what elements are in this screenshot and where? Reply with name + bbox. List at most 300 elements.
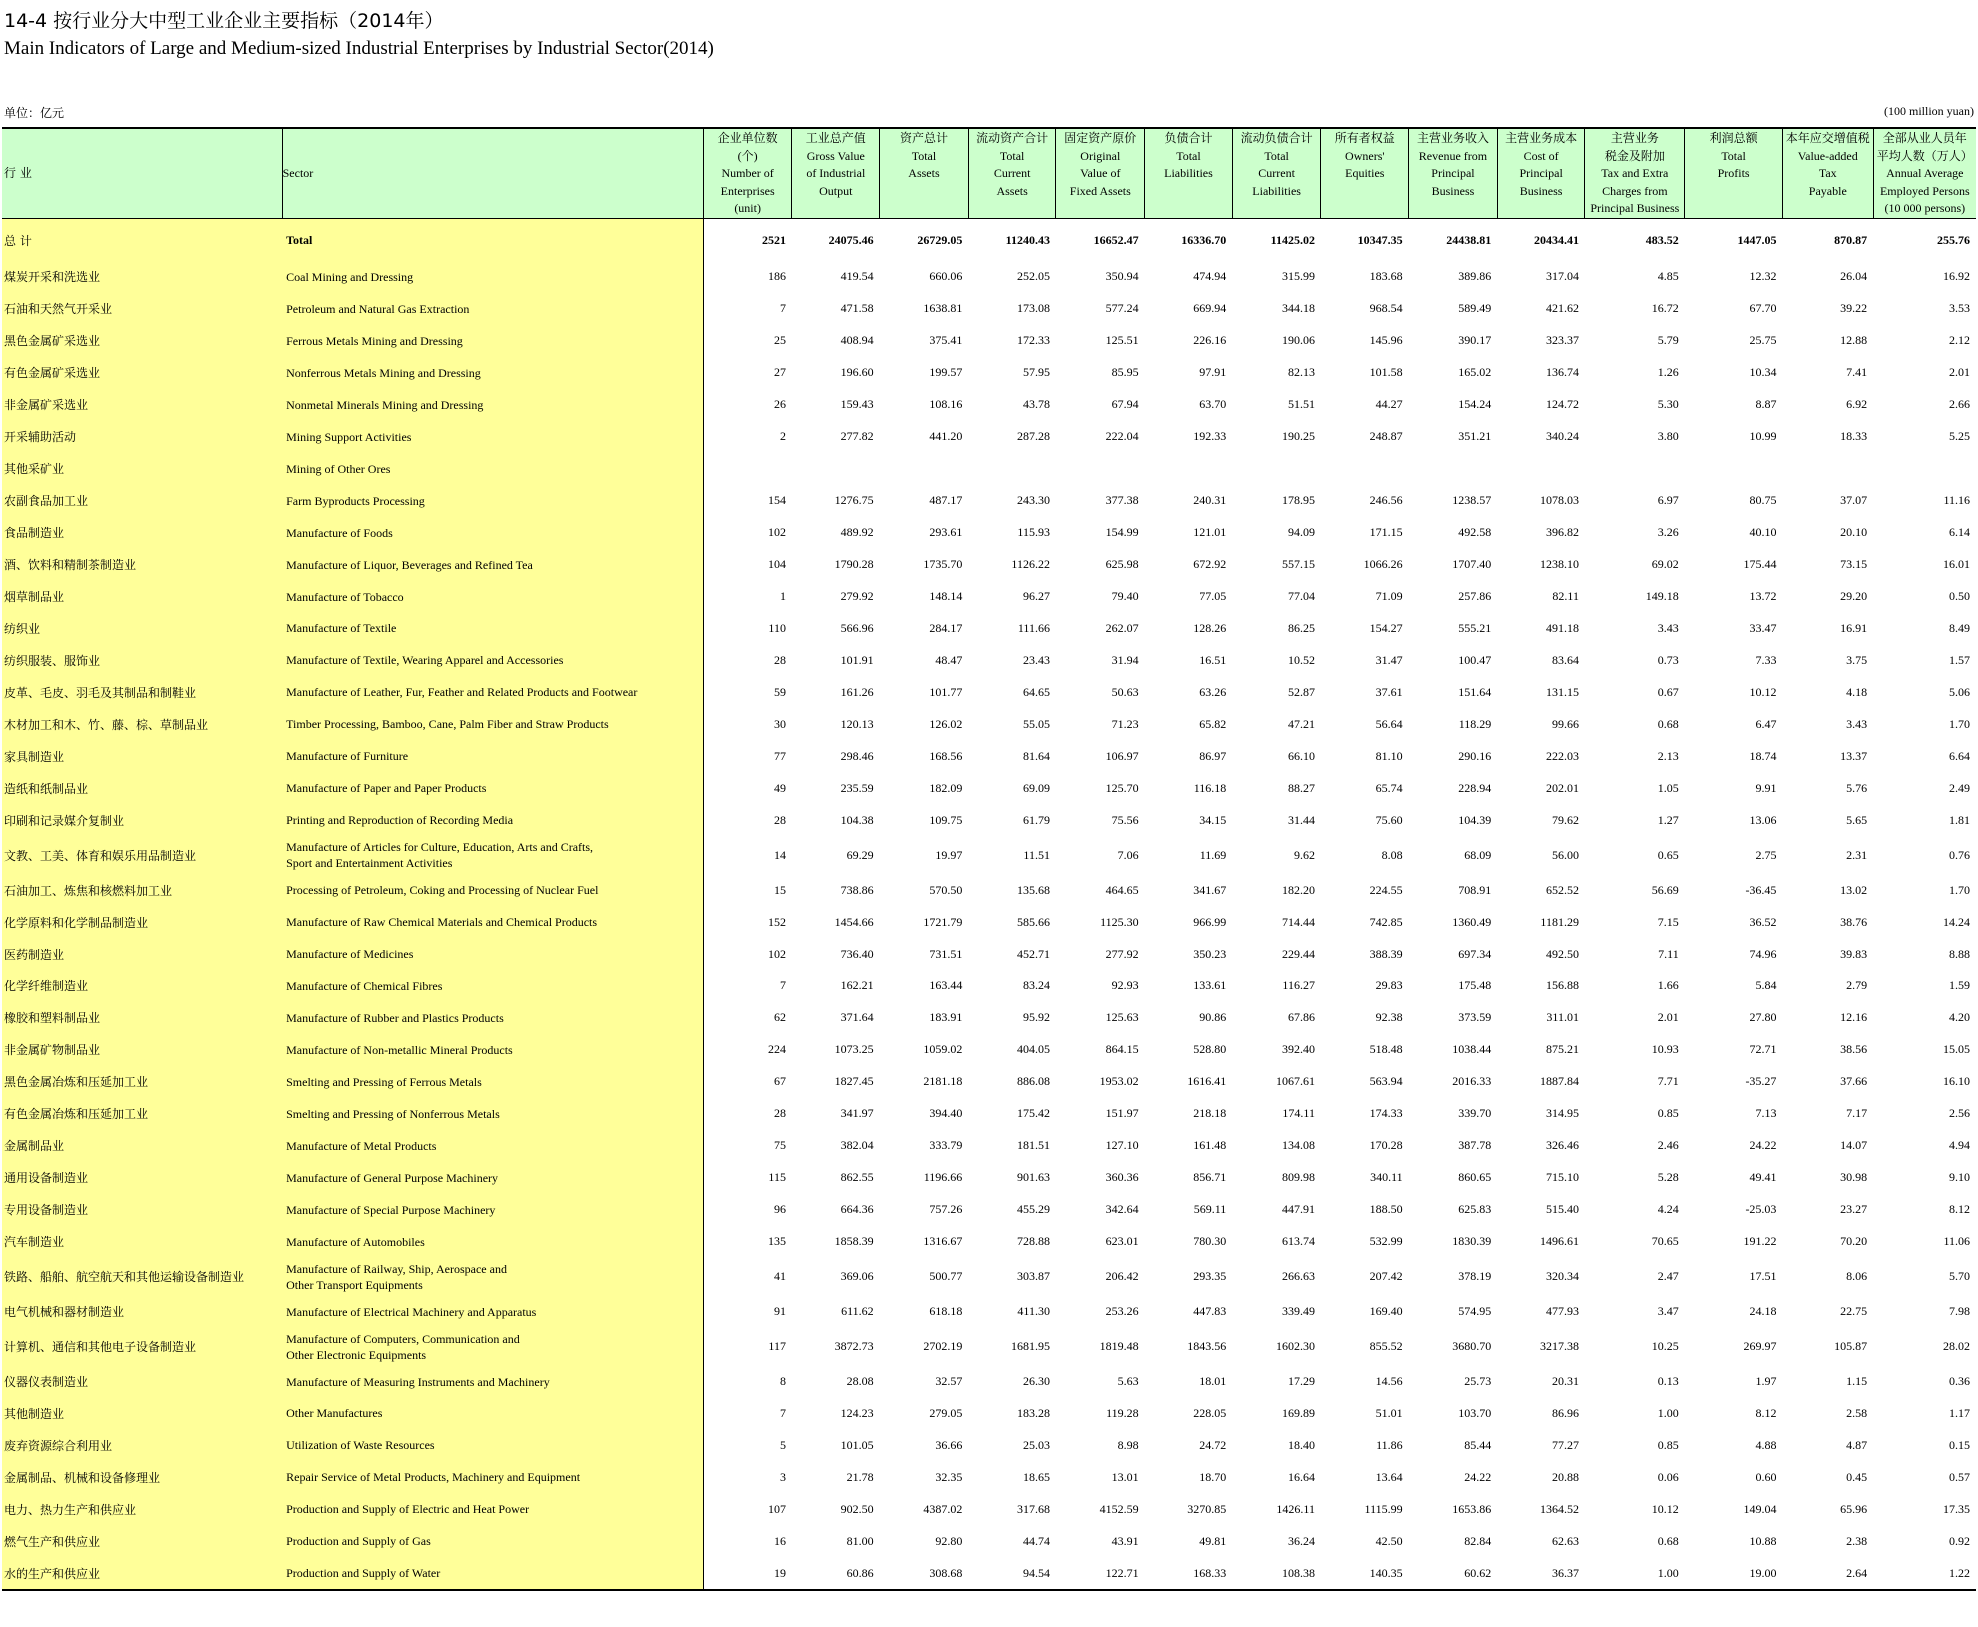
value-cell: 175.44	[1743, 557, 1777, 572]
sector-name-en: Total	[282, 219, 703, 262]
value-cell: 135	[767, 1234, 786, 1249]
header-col-13	[1873, 128, 1976, 219]
value-cell: 864.15	[1105, 1042, 1139, 1057]
sector-name-cn: 石油和天然气开采业	[2, 293, 282, 325]
value-cell: 175.48	[1458, 978, 1492, 993]
value-cell: 104.39	[1458, 812, 1492, 827]
value-cell: 492.58	[1458, 525, 1492, 540]
value-cell: 20.88	[1551, 1469, 1579, 1484]
value-cell: 90.86	[1199, 1010, 1227, 1025]
value-cell: 1181.29	[1540, 914, 1579, 929]
sector-name-en: Manufacture of Measuring Instruments and Machinery	[282, 1366, 703, 1398]
value-cell: 0.73	[1657, 652, 1679, 667]
value-cell: 64.65	[1022, 684, 1050, 699]
value-cell: 5.06	[1949, 684, 1970, 699]
value-cell: 17.51	[1749, 1269, 1777, 1284]
value-cell: 1276.75	[834, 493, 874, 508]
value-cell: 1.15	[1846, 1374, 1868, 1389]
value-cell: 4387.02	[923, 1501, 963, 1516]
value-cell: 618.18	[929, 1304, 963, 1319]
sector-name-cn: 家具制造业	[2, 740, 282, 772]
value-cell: 1.27	[1657, 812, 1679, 827]
value-cell: 11240.43	[1005, 232, 1050, 247]
value-cell: 73.15	[1840, 557, 1868, 572]
table-row	[2, 740, 1976, 772]
value-cell: 1.00	[1585, 1557, 1685, 1590]
value-cell: 477.93	[1545, 1304, 1579, 1319]
value-cell: 1602.30	[1275, 1339, 1315, 1354]
value-cell: 1.59	[1949, 978, 1970, 993]
value-cell: 9.91	[1755, 780, 1777, 795]
value-cell: 315.99	[1281, 269, 1315, 284]
value-cell	[880, 453, 969, 485]
table-row	[2, 1130, 1976, 1162]
value-cell: 2.49	[1949, 780, 1970, 795]
sector-name-cn: 铁路、船舶、航空航天和其他运输设备制造业	[2, 1258, 282, 1296]
value-cell: 373.59	[1458, 1010, 1492, 1025]
value-cell: 5.63	[1117, 1374, 1139, 1389]
value-cell: 67.94	[1111, 397, 1139, 412]
value-cell: 736.40	[840, 946, 874, 961]
sector-name-en: Smelting and Pressing of Ferrous Metals	[282, 1066, 703, 1098]
value-cell: 101.58	[1369, 365, 1403, 380]
table-row	[2, 549, 1976, 581]
value-cell: 10.99	[1749, 429, 1777, 444]
header-col-cn: 利润总额	[1709, 131, 1758, 145]
value-cell: 340.11	[1370, 1170, 1403, 1185]
value-cell: 16.64	[1287, 1469, 1315, 1484]
value-cell: 170.28	[1369, 1138, 1403, 1153]
value-cell: 21.78	[846, 1469, 874, 1484]
value-cell: 226.16	[1193, 333, 1227, 348]
value-cell: 1364.52	[1539, 1501, 1579, 1516]
value-cell: 44.27	[1375, 397, 1403, 412]
value-cell: 222.03	[1545, 748, 1579, 763]
value-cell: 7.15	[1657, 914, 1679, 929]
value-cell: 317.04	[1545, 269, 1579, 284]
value-cell: 182.20	[1281, 882, 1315, 897]
value-cell: 24.72	[1199, 1437, 1227, 1452]
value-cell: 320.34	[1545, 1269, 1579, 1284]
header-col-cn: 工业总产值	[805, 131, 866, 145]
header-col-en: Cost of Principal Business	[1519, 148, 1563, 198]
value-cell: 80.75	[1749, 493, 1777, 508]
value-cell: 10.52	[1287, 652, 1315, 667]
value-cell: 375.41	[929, 333, 963, 348]
sector-name-en: Manufacture of Rubber and Plastics Products	[282, 1002, 703, 1034]
table-row	[2, 1162, 1976, 1194]
value-cell: 266.63	[1281, 1269, 1315, 1284]
value-cell: 25	[773, 333, 786, 348]
value-cell: 8.98	[1117, 1437, 1139, 1452]
header-col-2	[880, 128, 969, 219]
value-cell: 224.55	[1369, 882, 1403, 897]
value-cell: 86.25	[1287, 620, 1315, 635]
value-cell: 360.36	[1105, 1170, 1139, 1185]
value-cell: 1843.56	[1187, 1339, 1227, 1354]
value-cell: 351.21	[1458, 429, 1492, 444]
table-row	[2, 1461, 1976, 1493]
sector-name-en: Production and Supply of Gas	[282, 1525, 703, 1557]
value-cell: 41	[773, 1269, 786, 1284]
value-cell: 311.01	[1546, 1010, 1579, 1025]
value-cell: 16.51	[1199, 652, 1227, 667]
value-cell: 100.47	[1458, 652, 1492, 667]
value-cell: 37.66	[1840, 1074, 1868, 1089]
value-cell	[703, 453, 792, 485]
value-cell: 36.52	[1749, 914, 1777, 929]
value-cell: -36.45	[1745, 882, 1777, 897]
value-cell: 528.80	[1193, 1042, 1227, 1057]
value-cell: 131.15	[1545, 684, 1579, 699]
value-cell: 83.64	[1551, 652, 1579, 667]
value-cell: 2.79	[1846, 978, 1868, 993]
value-cell: 154.27	[1369, 620, 1403, 635]
value-cell: 6.47	[1755, 716, 1777, 731]
sector-name-cn: 木材加工和木、竹、藤、棕、草制品业	[2, 708, 282, 740]
value-cell: 0.57	[1949, 1469, 1970, 1484]
value-cell: 350.94	[1105, 269, 1139, 284]
value-cell: 119.28	[1106, 1405, 1139, 1420]
sector-name-en: Manufacture of Liquor, Beverages and Refined Tea	[282, 549, 703, 581]
value-cell: 350.23	[1193, 946, 1227, 961]
value-cell: 611.62	[841, 1304, 874, 1319]
value-cell: 4.85	[1657, 269, 1679, 284]
value-cell: 48.47	[935, 652, 963, 667]
value-cell: 14.24	[1943, 914, 1970, 929]
value-cell: 107	[767, 1501, 786, 1516]
value-cell: 104	[767, 557, 786, 572]
value-cell: 3.26	[1657, 525, 1679, 540]
header-col-12	[1782, 128, 1873, 219]
value-cell: 57.95	[1022, 365, 1050, 380]
value-cell: 94.09	[1287, 525, 1315, 540]
sector-name-cn: 其他采矿业	[2, 453, 282, 485]
value-cell: 6.14	[1949, 525, 1970, 540]
value-cell: 81.10	[1375, 748, 1403, 763]
value-cell: 15.05	[1943, 1042, 1970, 1057]
value-cell: 92.80	[935, 1533, 963, 1548]
header-sector-cn: 行 业	[2, 128, 282, 219]
value-cell: 855.52	[1369, 1339, 1403, 1354]
value-cell: 74.96	[1749, 946, 1777, 961]
value-cell: 323.37	[1545, 333, 1579, 348]
value-cell: 1790.28	[834, 557, 874, 572]
value-cell: 168.56	[929, 748, 963, 763]
table-row	[2, 938, 1976, 970]
value-cell: 487.17	[929, 493, 963, 508]
value-cell: 298.46	[840, 748, 874, 763]
value-cell: 69.02	[1651, 557, 1679, 572]
value-cell: 11.06	[1943, 1234, 1970, 1249]
value-cell: 555.21	[1458, 620, 1492, 635]
value-cell: 342.64	[1105, 1202, 1139, 1217]
value-cell: 3	[779, 1469, 786, 1484]
value-cell: 31.44	[1287, 812, 1315, 827]
sector-name-en: Smelting and Pressing of Nonferrous Metals	[282, 1098, 703, 1130]
value-cell: 4.87	[1846, 1437, 1868, 1452]
value-cell: 88.27	[1287, 780, 1315, 795]
table-row	[2, 421, 1976, 453]
table-row	[2, 1098, 1976, 1130]
value-cell: 389.86	[1458, 269, 1492, 284]
header-col-cn: 企业单位数	[717, 131, 778, 145]
header-col-en: Original Value of Fixed Assets	[1069, 148, 1131, 198]
value-cell	[1056, 453, 1145, 485]
table-row	[2, 1366, 1976, 1398]
value-cell: 0.65	[1657, 847, 1679, 862]
header-col-10	[1585, 128, 1685, 219]
value-cell: 44.74	[1022, 1533, 1050, 1548]
value-cell: 570.50	[929, 882, 963, 897]
value-cell: 94.54	[968, 1557, 1056, 1590]
value-cell: 1953.02	[1099, 1074, 1139, 1089]
table-row	[2, 1226, 1976, 1258]
value-cell: 69.09	[1022, 780, 1050, 795]
value-cell	[968, 453, 1056, 485]
value-cell: 51.01	[1375, 1405, 1403, 1420]
value-cell: 18.65	[1022, 1469, 1050, 1484]
table-row	[2, 517, 1976, 549]
value-cell: 8	[779, 1374, 786, 1389]
sector-name-en: Mining Support Activities	[282, 421, 703, 453]
value-cell: 1238.57	[1452, 493, 1492, 508]
value-cell: 1653.86	[1452, 1501, 1492, 1516]
value-cell: 102	[767, 525, 786, 540]
value-cell: 10.25	[1651, 1339, 1679, 1354]
value-cell: 8.06	[1846, 1269, 1868, 1284]
value-cell: 191.22	[1743, 1234, 1777, 1249]
sector-name-en: Timber Processing, Bamboo, Cane, Palm Fiber and Straw Products	[282, 708, 703, 740]
value-cell: 738.86	[840, 882, 874, 897]
value-cell: 92.93	[1111, 978, 1139, 993]
value-cell: 59	[773, 684, 786, 699]
header-col-6	[1232, 128, 1321, 219]
value-cell: 207.42	[1369, 1269, 1403, 1284]
value-cell: 902.50	[840, 1501, 874, 1516]
sector-name-cn: 非金属矿物制品业	[2, 1034, 282, 1066]
value-cell: 9.10	[1949, 1170, 1970, 1185]
value-cell: 697.34	[1458, 946, 1492, 961]
value-cell: 11.16	[1943, 493, 1970, 508]
value-cell: 20434.41	[1533, 232, 1579, 247]
value-cell: 2.12	[1949, 333, 1970, 348]
value-cell: 314.95	[1545, 1106, 1579, 1121]
value-cell: 16.91	[1840, 620, 1868, 635]
value-cell: 447.91	[1281, 1202, 1315, 1217]
value-cell: 28	[773, 1106, 786, 1121]
value-cell: 1858.39	[834, 1234, 874, 1249]
value-cell: 5.79	[1657, 333, 1679, 348]
value-cell: 222.04	[1105, 429, 1139, 444]
value-cell: 252.05	[1016, 269, 1050, 284]
value-cell: 18.70	[1199, 1469, 1227, 1484]
value-cell: 2.58	[1846, 1405, 1868, 1420]
sector-name-cn: 有色金属冶炼和压延加工业	[2, 1098, 282, 1130]
value-cell: 31.94	[1111, 652, 1139, 667]
value-cell: 326.46	[1545, 1138, 1579, 1153]
indicators-table	[2, 127, 1976, 1591]
value-cell: 566.96	[840, 620, 874, 635]
value-cell: 0.60	[1755, 1469, 1777, 1484]
header-col-cn: 本年应交增值税	[1785, 131, 1870, 145]
unit-label-chinese: 单位：亿元	[4, 106, 65, 120]
value-cell: 96	[773, 1202, 786, 1217]
value-cell: 474.94	[1193, 269, 1227, 284]
value-cell: 5.84	[1755, 978, 1777, 993]
table-row	[2, 676, 1976, 708]
value-cell: 8.88	[1949, 946, 1970, 961]
value-cell: 7.41	[1846, 365, 1868, 380]
value-cell: 61.79	[1022, 812, 1050, 827]
sector-name-cn: 石油加工、炼焦和核燃料加工业	[2, 874, 282, 906]
sector-name-en: Production and Supply of Water	[282, 1557, 703, 1590]
value-cell: 240.31	[1193, 493, 1227, 508]
value-cell: 243.30	[1016, 493, 1050, 508]
sector-name-en: Manufacture of Railway, Ship, Aerospace and Other Transport Equipments	[282, 1258, 703, 1296]
value-cell: 12.16	[1840, 1010, 1868, 1025]
value-cell: 101.05	[840, 1437, 874, 1452]
value-cell: 228.94	[1458, 780, 1492, 795]
value-cell: 287.28	[1016, 429, 1050, 444]
value-cell: 8.08	[1381, 847, 1403, 862]
value-cell: 32.57	[935, 1374, 963, 1389]
value-cell: 95.92	[1022, 1010, 1050, 1025]
value-cell: 16336.70	[1181, 232, 1227, 247]
sector-name-en: Manufacture of General Purpose Machinery	[282, 1162, 703, 1194]
value-cell: 317.68	[1016, 1501, 1050, 1516]
value-cell: 82.13	[1287, 365, 1315, 380]
sector-name-en: Ferrous Metals Mining and Dressing	[282, 325, 703, 357]
value-cell: 81.64	[1022, 748, 1050, 763]
value-cell: 126.02	[929, 716, 963, 731]
sector-name-cn: 电力、热力生产和供应业	[2, 1493, 282, 1525]
value-cell: 77.04	[1287, 589, 1315, 603]
value-cell: 1126.22	[1011, 557, 1050, 572]
table-row	[2, 708, 1976, 740]
value-cell: 333.79	[929, 1138, 963, 1153]
value-cell: 13.37	[1840, 748, 1868, 763]
value-cell: 515.40	[1545, 1202, 1579, 1217]
value-cell: 105.87	[1834, 1339, 1868, 1354]
value-cell: 1454.66	[834, 914, 874, 929]
table-row	[2, 874, 1976, 906]
value-cell: 3.80	[1657, 429, 1679, 444]
value-cell: 262.07	[1105, 620, 1139, 635]
value-cell: 714.44	[1281, 914, 1315, 929]
sector-name-cn: 纺织服装、服饰业	[2, 644, 282, 676]
value-cell: 1125.30	[1100, 914, 1139, 929]
value-cell: 1426.11	[1276, 1501, 1315, 1516]
value-cell: 3872.73	[834, 1339, 874, 1354]
sector-name-cn: 金属制品、机械和设备修理业	[2, 1461, 282, 1493]
sector-name-cn: 专用设备制造业	[2, 1194, 282, 1226]
value-cell: 1038.44	[1452, 1042, 1492, 1057]
sector-name-cn: 非金属矿采选业	[2, 389, 282, 421]
value-cell: 10.12	[1651, 1501, 1679, 1516]
value-cell: 8.12	[1949, 1202, 1970, 1217]
value-cell: 136.74	[1545, 365, 1579, 380]
value-cell	[1497, 453, 1585, 485]
table-row	[2, 1398, 1976, 1430]
value-cell: 5.70	[1949, 1269, 1970, 1284]
value-cell: 79.62	[1551, 812, 1579, 827]
sector-name-en: Mining of Other Ores	[282, 453, 703, 485]
value-cell: 19.97	[935, 847, 963, 862]
value-cell: 269.97	[1743, 1339, 1777, 1354]
value-cell: 24.22	[1464, 1469, 1492, 1484]
value-cell: 102	[767, 946, 786, 961]
value-cell: 206.42	[1105, 1269, 1139, 1284]
value-cell: 22.75	[1840, 1304, 1868, 1319]
sector-name-cn: 黑色金属冶炼和压延加工业	[2, 1066, 282, 1098]
value-cell: 30	[773, 716, 786, 731]
value-cell: 183.68	[1369, 269, 1403, 284]
value-cell: 0.45	[1846, 1469, 1868, 1484]
value-cell: 339.70	[1458, 1106, 1492, 1121]
value-cell: 134.08	[1281, 1138, 1315, 1153]
value-cell: 780.30	[1193, 1234, 1227, 1249]
value-cell: 117	[768, 1339, 786, 1354]
value-cell: 18.33	[1840, 429, 1868, 444]
value-cell: 11425.02	[1270, 232, 1315, 247]
value-cell: 0.68	[1657, 716, 1679, 731]
value-cell: 0.92	[1949, 1533, 1970, 1548]
value-cell: 228.05	[1193, 1405, 1227, 1420]
sector-name-en: Manufacture of Textile, Wearing Apparel and Accessories	[282, 644, 703, 676]
value-cell: 2521	[761, 232, 786, 247]
value-cell: 623.01	[1105, 1234, 1139, 1249]
header-col-11	[1685, 128, 1783, 219]
value-cell: 4152.59	[1099, 1501, 1139, 1516]
value-cell: 196.60	[840, 365, 874, 380]
value-cell: 0.85	[1657, 1437, 1679, 1452]
header-col-cn: 主营业务 税金及附加	[1604, 131, 1665, 163]
value-cell: 37.07	[1840, 493, 1868, 508]
value-cell: 28.02	[1943, 1339, 1970, 1354]
value-cell: 154	[767, 493, 786, 508]
value-cell: 140.35	[1321, 1557, 1409, 1590]
sector-name-en: Repair Service of Metal Products, Machinery and Equipment	[282, 1461, 703, 1493]
sector-name-cn: 电气机械和器材制造业	[2, 1296, 282, 1328]
value-cell: 82.84	[1464, 1533, 1492, 1548]
sector-name-en: Manufacture of Textile	[282, 612, 703, 644]
value-cell: 67.70	[1749, 301, 1777, 316]
header-col-cn: 主营业务收入	[1416, 131, 1489, 145]
value-cell: 1	[779, 589, 786, 603]
header-col-0	[703, 128, 792, 219]
value-cell: 77.05	[1199, 589, 1227, 603]
value-cell: 1067.61	[1275, 1074, 1315, 1089]
value-cell: 20.31	[1551, 1374, 1579, 1389]
value-cell: 394.40	[929, 1106, 963, 1121]
value-cell: 183.28	[1016, 1405, 1050, 1420]
value-cell: 40.10	[1749, 525, 1777, 540]
value-cell: 39.22	[1840, 301, 1868, 316]
value-cell: 109.75	[929, 812, 963, 827]
header-col-en: Total Assets	[908, 148, 940, 180]
value-cell: 2.31	[1846, 847, 1868, 862]
header-col-9	[1497, 128, 1585, 219]
value-cell: 2.47	[1657, 1269, 1679, 1284]
value-cell: 3.75	[1846, 652, 1868, 667]
value-cell: 340.24	[1545, 429, 1579, 444]
value-cell: 728.88	[1016, 1234, 1050, 1249]
value-cell: 16.72	[1651, 301, 1679, 316]
value-cell: 1.70	[1949, 882, 1970, 897]
table-row	[2, 325, 1976, 357]
header-col-cn: 流动负债合计	[1240, 131, 1313, 145]
